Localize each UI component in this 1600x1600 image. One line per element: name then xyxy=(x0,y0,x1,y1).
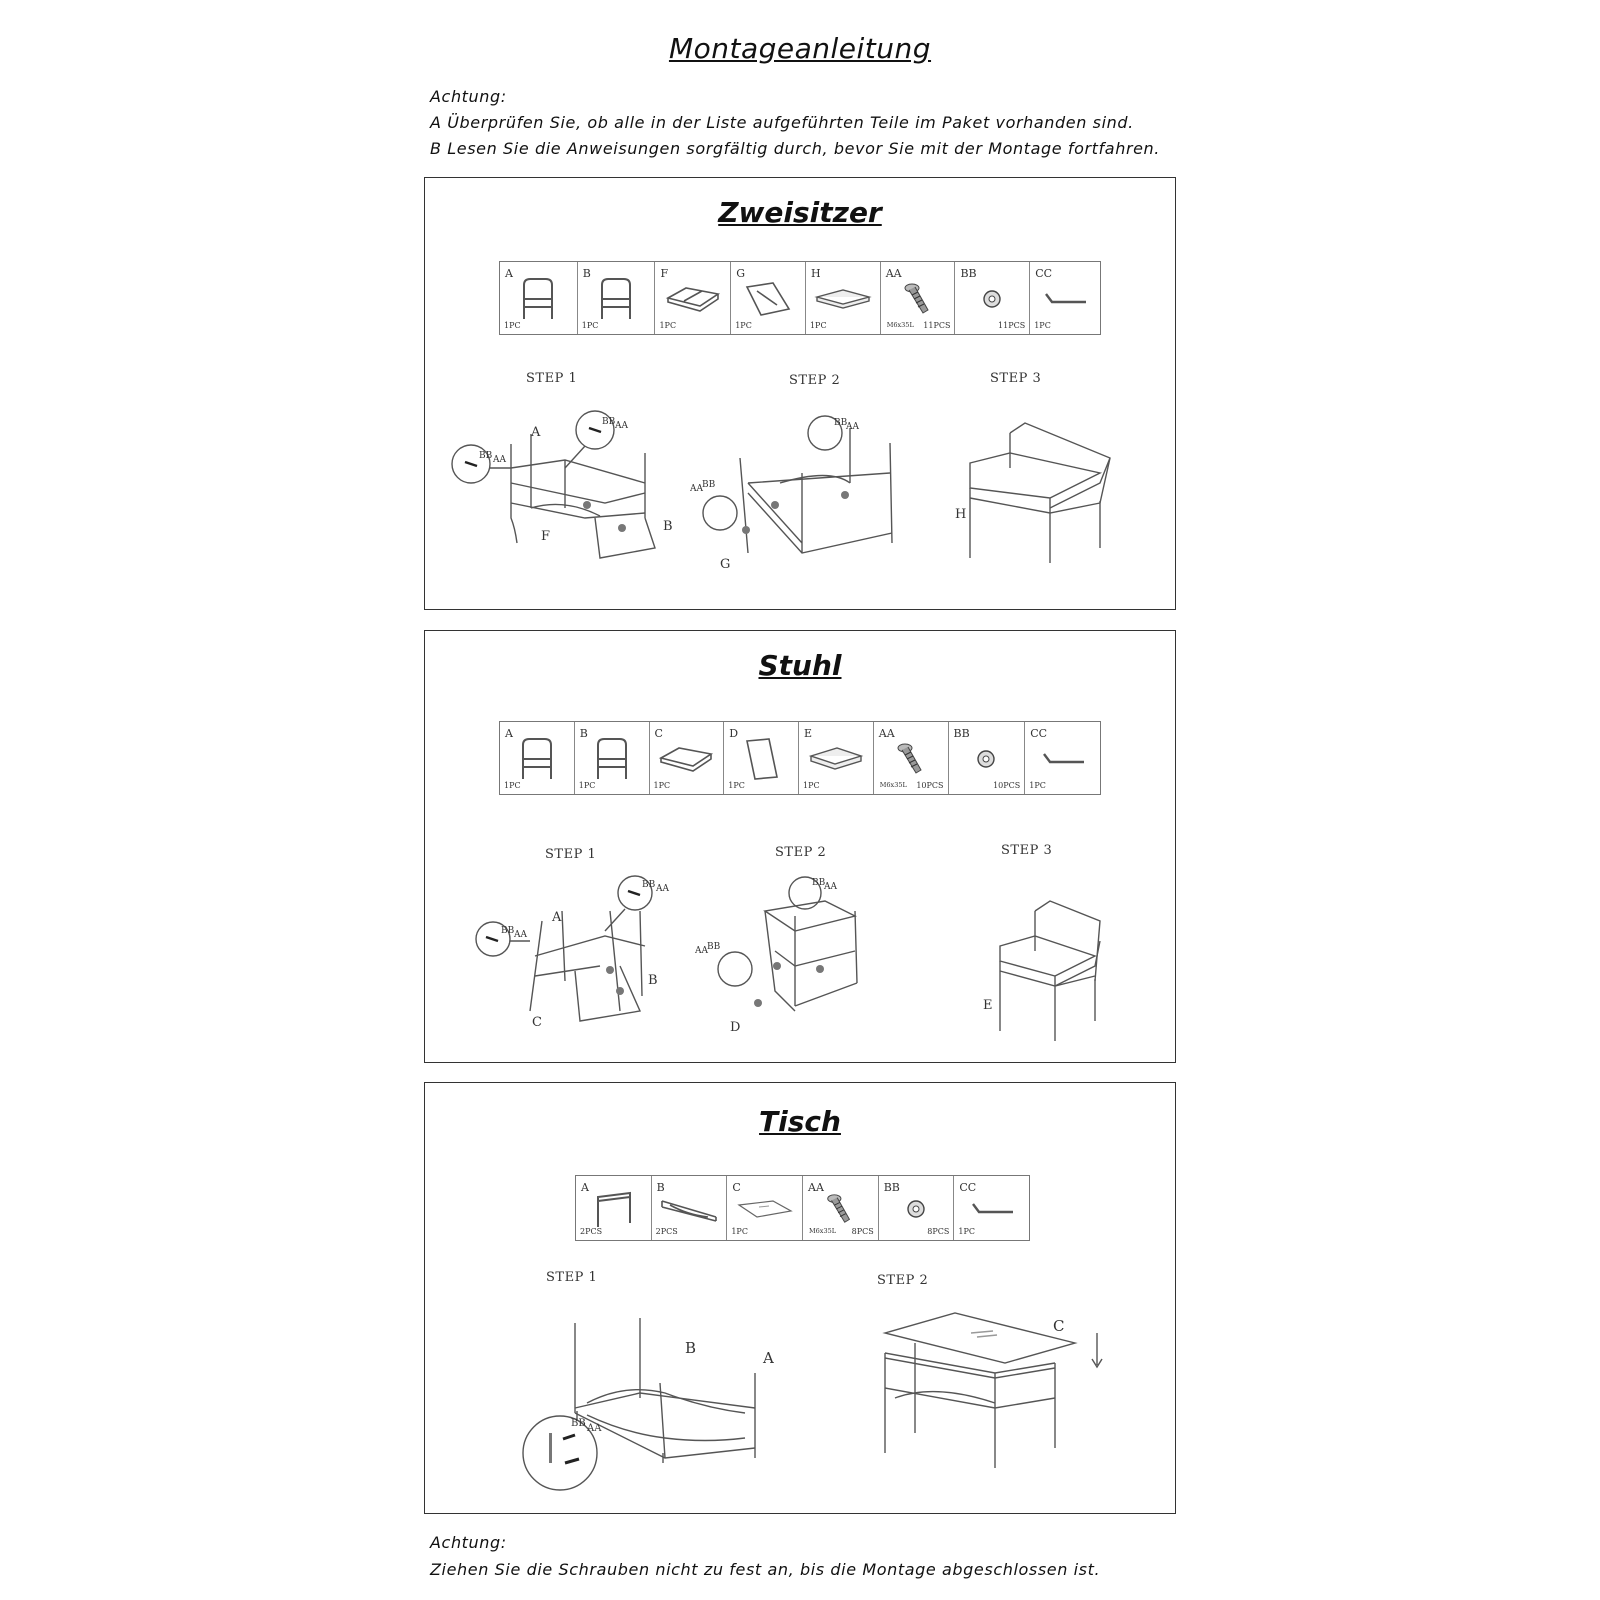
washer-icon xyxy=(905,1198,927,1220)
callout-b: B xyxy=(663,519,673,534)
part-b: B 1PC xyxy=(578,262,656,334)
callout-aa: AA xyxy=(514,930,527,940)
callout-aa: AA xyxy=(615,421,628,431)
chair-side-frame-icon xyxy=(517,737,557,781)
chair-side-frame-icon xyxy=(596,277,636,321)
step3-chair-finished-drawing xyxy=(965,891,1125,1051)
callout-e: E xyxy=(983,998,993,1013)
panel-zweisitzer xyxy=(424,177,1176,610)
intro-heading: Achtung: xyxy=(430,87,507,106)
cushion-icon xyxy=(813,287,873,311)
step-label-2: STEP 2 xyxy=(877,1273,929,1288)
part-aa: AA M6x35L 11PCS xyxy=(881,262,956,334)
callout-bb: BB xyxy=(602,417,616,427)
callout-bb: BB xyxy=(571,1418,586,1429)
part-d: D 1PC xyxy=(724,722,799,794)
parts-list-stuhl xyxy=(499,721,1101,795)
callout-d: D xyxy=(730,1020,741,1035)
callout-a: A xyxy=(552,910,562,925)
callout-bb: BB xyxy=(702,480,716,490)
callout-bb: BB xyxy=(812,878,826,888)
panel-tisch xyxy=(424,1082,1176,1514)
step-label-3: STEP 3 xyxy=(1001,843,1053,858)
step-label-1: STEP 1 xyxy=(545,847,597,862)
table-side-rail-icon xyxy=(658,1195,720,1223)
parts-list-tisch xyxy=(575,1175,1030,1241)
part-aa: AA M6x35L 10PCS xyxy=(874,722,949,794)
callout-b: B xyxy=(685,1339,697,1357)
seat-frame-icon xyxy=(657,744,715,774)
section-title-zweisitzer: Zweisitzer xyxy=(718,196,882,229)
allen-key-icon xyxy=(1040,750,1086,768)
allen-key-icon xyxy=(1042,290,1088,308)
callout-g: G xyxy=(720,557,731,572)
callout-bb: BB xyxy=(834,418,848,428)
callout-aa: AA xyxy=(493,455,506,465)
backrest-frame-icon xyxy=(743,281,793,317)
callout-aa: AA xyxy=(695,946,708,956)
callout-aa: AA xyxy=(846,422,859,432)
step-label-2: STEP 2 xyxy=(775,845,827,860)
part-cc: CC 1PC xyxy=(1025,722,1100,794)
washer-icon xyxy=(981,288,1003,310)
part-cc: CC 1PC xyxy=(954,1176,1029,1240)
part-a: A 2PCS xyxy=(576,1176,652,1240)
washer-icon xyxy=(975,748,997,770)
bolt-icon xyxy=(903,281,933,317)
step-label-2: STEP 2 xyxy=(789,373,841,388)
allen-key-icon xyxy=(969,1200,1015,1218)
part-a: A 1PC xyxy=(500,722,575,794)
callout-bb: BB xyxy=(642,880,656,890)
seat-frame-icon xyxy=(664,284,722,314)
callout-c: C xyxy=(532,1015,542,1030)
callout-aa: AA xyxy=(824,882,837,892)
glass-top-icon xyxy=(735,1197,795,1221)
page-title: Montageanleitung xyxy=(668,32,932,65)
part-c: C 1PC xyxy=(650,722,725,794)
part-bb: BB 11PCS xyxy=(955,262,1030,334)
table-leg-frame-icon xyxy=(590,1189,636,1229)
step2-table-glass-drawing xyxy=(875,1303,1145,1483)
step1-table-frame-drawing xyxy=(505,1313,805,1503)
part-bb: BB 10PCS xyxy=(949,722,1026,794)
step-label-1: STEP 1 xyxy=(526,371,578,386)
intro-line-b: B Lesen Sie die Anweisungen sorgfältig durch, bevor Sie mit der Montage fortfahren. xyxy=(430,139,1160,158)
callout-bb: BB xyxy=(707,942,721,952)
part-aa: AA M6x35L 8PCS xyxy=(803,1176,879,1240)
cushion-icon xyxy=(807,744,865,774)
intro-line-a: A Überprüfen Sie, ob alle in der Liste aufgeführten Teile im Paket vorhanden sind. xyxy=(430,113,1134,132)
callout-a: A xyxy=(531,425,541,440)
part-a: A 1PC xyxy=(500,262,578,334)
callout-aa: AA xyxy=(690,484,703,494)
section-title-tisch: Tisch xyxy=(759,1105,841,1138)
callout-bb: BB xyxy=(479,451,493,461)
panel-stuhl xyxy=(424,630,1176,1063)
part-b: B 2PCS xyxy=(652,1176,728,1240)
callout-c: C xyxy=(1053,1317,1065,1335)
step3-loveseat-finished-drawing xyxy=(930,413,1150,573)
callout-f: F xyxy=(541,529,551,544)
callout-aa: AA xyxy=(656,884,669,894)
part-e: E 1PC xyxy=(799,722,874,794)
part-h: H 1PC xyxy=(806,262,881,334)
step1-chair-frame-drawing xyxy=(470,871,680,1031)
footer-text: Ziehen Sie die Schrauben nicht zu fest an, bis die Montage abgeschlossen ist. xyxy=(430,1560,1101,1579)
bolt-icon xyxy=(896,741,926,777)
part-g: G 1PC xyxy=(731,262,806,334)
footer-heading: Achtung: xyxy=(430,1533,507,1552)
callout-a: A xyxy=(763,1349,774,1367)
chair-side-frame-icon xyxy=(592,737,632,781)
part-f: F 1PC xyxy=(655,262,731,334)
backrest-frame-icon xyxy=(741,737,781,781)
step-label-1: STEP 1 xyxy=(546,1270,598,1285)
callout-bb: BB xyxy=(501,926,515,936)
callout-b: B xyxy=(648,973,658,988)
step-label-3: STEP 3 xyxy=(990,371,1042,386)
step1-loveseat-frame-drawing xyxy=(445,408,675,568)
step2-loveseat-back-drawing xyxy=(690,413,920,573)
bolt-icon xyxy=(825,1192,855,1226)
part-c: C 1PC xyxy=(727,1176,803,1240)
callout-aa: AA xyxy=(587,1423,602,1434)
parts-list-zweisitzer xyxy=(499,261,1101,335)
part-cc: CC 1PC xyxy=(1030,262,1100,334)
callout-h: H xyxy=(955,507,967,522)
part-b: B 1PC xyxy=(575,722,650,794)
chair-side-frame-icon xyxy=(518,277,558,321)
part-bb: BB 8PCS xyxy=(879,1176,955,1240)
section-title-stuhl: Stuhl xyxy=(758,649,842,682)
step2-chair-back-drawing xyxy=(695,871,895,1041)
